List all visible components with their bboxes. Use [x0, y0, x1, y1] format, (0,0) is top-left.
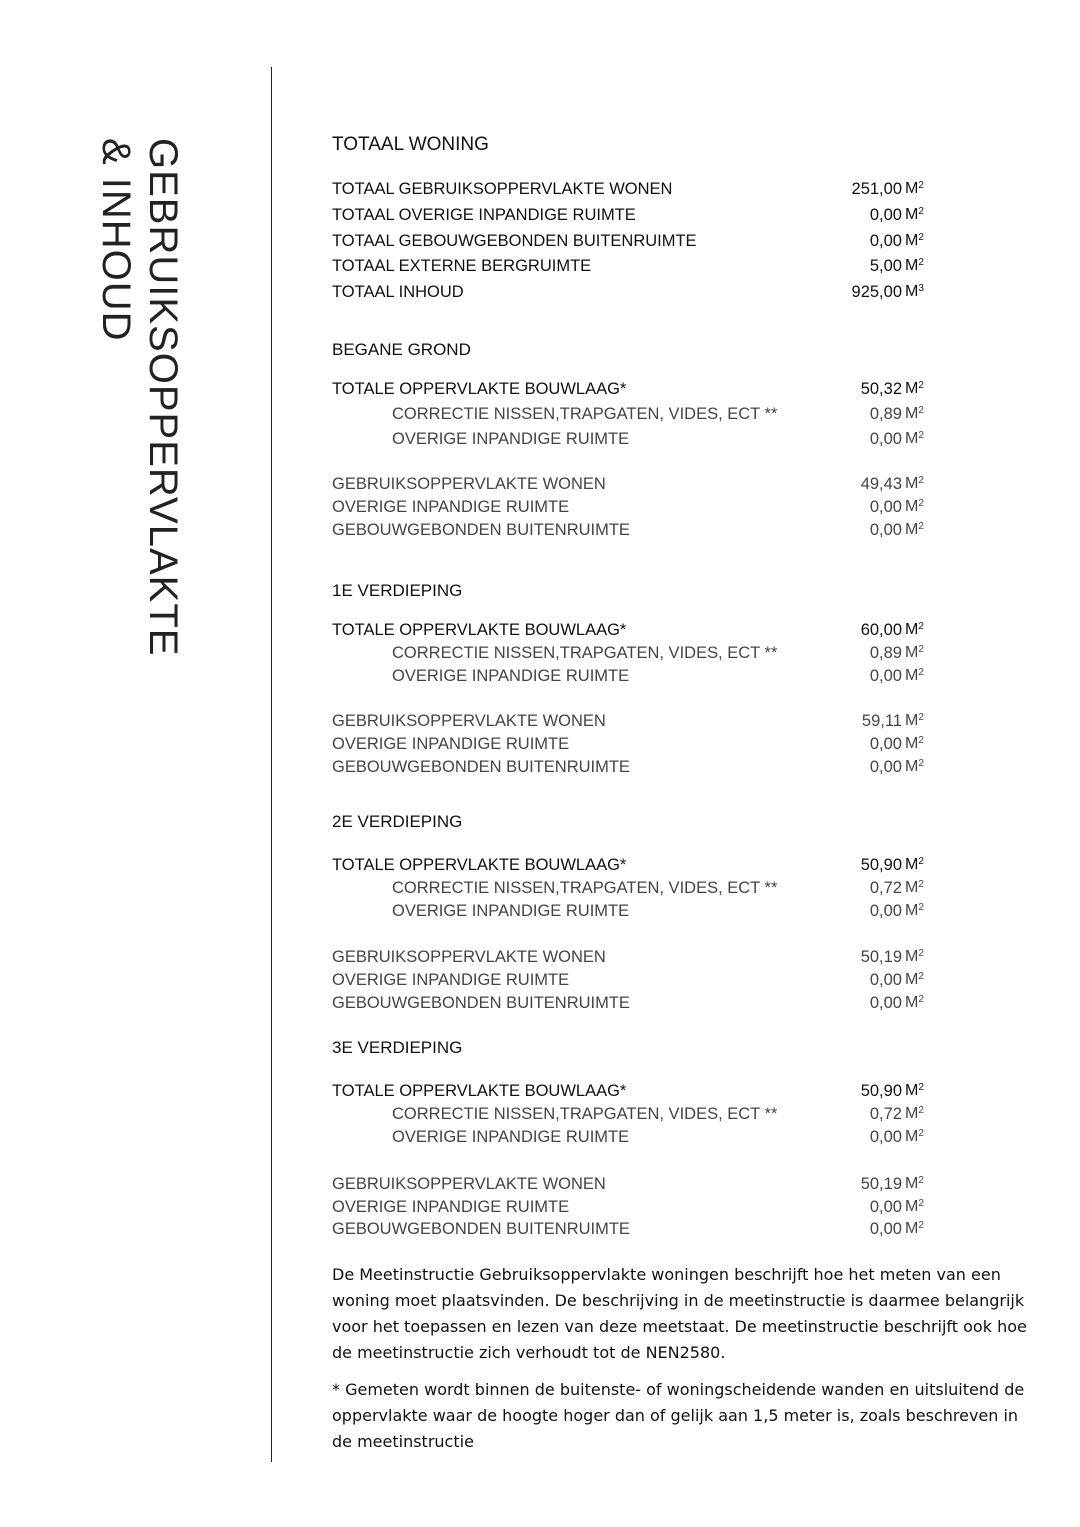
- floor-oir-row: [332, 498, 932, 522]
- row-value: 50,19: [860, 948, 902, 966]
- row-label: OVERIGE INPANDIGE RUIMTE: [392, 902, 630, 920]
- row-value: 50,90: [860, 1082, 902, 1100]
- row-value: 50,32: [860, 380, 902, 398]
- row-unit: $M^2$: [905, 206, 924, 223]
- row-unit: $M^2$: [905, 405, 924, 422]
- row-label: CORRECTIE NISSEN,TRAPGATEN, VIDES, ECT **: [392, 1105, 778, 1123]
- row-value: 0,00: [869, 1128, 902, 1146]
- floor-oir-row: [332, 735, 932, 759]
- row-unit: $M^2$: [905, 971, 924, 988]
- row-label: TOTAAL GEBOUWGEBONDEN BUITENRUIMTE: [332, 232, 697, 250]
- row-label: GEBOUWGEBONDEN BUITENRUIMTE: [332, 994, 630, 1012]
- row-value: 0,00: [869, 206, 902, 224]
- floor-overig-indent-row: [332, 902, 932, 926]
- floor-total-row: [332, 1082, 932, 1106]
- footnote-text: * Gemeten wordt binnen de buitenste- of woningscheidende wanden en uitsluitend de oppervlakte waar de hoogte hoger dan of gelijk aan 1,5 meter is, zoals beschreven in de meetinstructie: [332, 1380, 1025, 1451]
- floor-total-row: [332, 856, 932, 880]
- floor-heading: 1E VERDIEPING: [332, 581, 463, 600]
- row-label: TOTAAL EXTERNE BERGRUIMTE: [332, 257, 592, 275]
- totaal-row: [332, 206, 932, 230]
- floor-gbo-row: [332, 948, 932, 972]
- row-value: 0,00: [869, 521, 902, 539]
- row-value: 60,00: [860, 621, 902, 639]
- floor-correction-row: [332, 879, 932, 903]
- row-label: GEBRUIKSOPPERVLAKTE WONEN: [332, 948, 606, 966]
- row-label: OVERIGE INPANDIGE RUIMTE: [392, 430, 630, 448]
- floor-correction-row: [332, 1105, 932, 1129]
- row-value: 0,72: [869, 1105, 902, 1123]
- floor-overig-indent-row: [332, 1128, 932, 1152]
- totaal-row: [332, 232, 932, 256]
- row-label: GEBOUWGEBONDEN BUITENRUIMTE: [332, 521, 630, 539]
- side-title-line1: GEBRUIKSOPPERVLAKTE: [141, 138, 185, 657]
- row-unit: $M^2$: [905, 902, 924, 919]
- row-value: 50,19: [860, 1175, 902, 1193]
- totaal-row: [332, 180, 932, 204]
- row-value: 0,00: [869, 902, 902, 920]
- floor-gbb-row: [332, 758, 932, 782]
- row-value: 59,11: [861, 712, 902, 730]
- row-unit: $M^2$: [905, 1082, 924, 1099]
- row-label: GEBRUIKSOPPERVLAKTE WONEN: [332, 1175, 606, 1193]
- row-label: TOTAAL GEBRUIKSOPPERVLAKTE WONEN: [332, 180, 673, 198]
- row-unit: $M^2$: [905, 521, 924, 538]
- floor-gbo-row: [332, 1175, 932, 1199]
- floor-oir-row: [332, 971, 932, 995]
- row-label: OVERIGE INPANDIGE RUIMTE: [392, 1128, 630, 1146]
- row-unit: $M^2$: [905, 667, 924, 684]
- side-title: [92, 138, 186, 656]
- totaal-row: [332, 257, 932, 281]
- floor-correction-row: [332, 405, 932, 429]
- row-label: TOTAAL OVERIGE INPANDIGE RUIMTE: [332, 206, 636, 224]
- row-label: OVERIGE INPANDIGE RUIMTE: [332, 735, 570, 753]
- row-value: 0,00: [869, 1198, 902, 1216]
- side-title-line2: & INHOUD: [94, 138, 138, 342]
- row-unit: $M^2$: [905, 430, 924, 447]
- row-value: 0,72: [869, 879, 902, 897]
- row-value: 0,00: [869, 667, 902, 685]
- row-unit: $M^2$: [905, 380, 924, 397]
- row-value: 0,89: [869, 644, 902, 662]
- row-value: 0,00: [869, 758, 902, 776]
- row-unit: $M^2$: [905, 1128, 924, 1145]
- totaal-heading: TOTAAL WONING: [332, 134, 489, 155]
- row-value: 0,00: [869, 735, 902, 753]
- row-unit: $M^2$: [905, 1105, 924, 1122]
- row-unit: $M^2$: [905, 712, 924, 729]
- row-value: 0,00: [869, 971, 902, 989]
- row-label: GEBRUIKSOPPERVLAKTE WONEN: [332, 475, 606, 493]
- row-unit: $M^2$: [905, 879, 924, 896]
- floor-overig-indent-row: [332, 667, 932, 691]
- row-label: CORRECTIE NISSEN,TRAPGATEN, VIDES, ECT **: [392, 405, 778, 423]
- row-unit: $M^2$: [905, 856, 924, 873]
- row-label: CORRECTIE NISSEN,TRAPGATEN, VIDES, ECT **: [392, 644, 778, 662]
- row-value: 251,00: [851, 180, 902, 198]
- row-unit: $M^2$: [905, 948, 924, 965]
- floor-gbo-row: [332, 475, 932, 499]
- floor-total-row: [332, 380, 932, 404]
- row-unit: $M^2$: [905, 621, 924, 638]
- floor-heading: BEGANE GROND: [332, 340, 471, 359]
- row-value: 49,43: [860, 475, 902, 493]
- row-value: 0,00: [869, 498, 902, 516]
- row-unit: $M^2$: [905, 644, 924, 661]
- row-unit: $M^2$: [905, 232, 924, 249]
- row-label: GEBOUWGEBONDEN BUITENRUIMTE: [332, 1220, 630, 1238]
- floor-heading: 2E VERDIEPING: [332, 812, 463, 831]
- row-label: TOTALE OPPERVLAKTE BOUWLAAG*: [332, 1082, 627, 1100]
- row-unit: $M^2$: [905, 180, 924, 197]
- row-unit: $M^2$: [905, 475, 924, 492]
- floor-gbo-row: [332, 712, 932, 736]
- row-value: 0,00: [869, 1220, 902, 1238]
- row-value: 0,00: [869, 430, 902, 448]
- row-label: OVERIGE INPANDIGE RUIMTE: [332, 498, 570, 516]
- floor-correction-row: [332, 644, 932, 668]
- measurement-instruction-text: De Meetinstructie Gebruiksoppervlakte woningen beschrijft hoe het meten van een woning moet plaatsvinden. De beschrijving in de meetinstructie is daarmee belangrijk voor het toepassen en lezen van deze meetstaat. De meetinstructie beschrijft ook hoe de meetinstructie zich verhoudt tot de NEN2580.: [332, 1265, 1027, 1362]
- row-value: 0,89: [869, 405, 902, 423]
- row-unit: $M^2$: [905, 994, 924, 1011]
- row-value: 5,00: [869, 257, 902, 275]
- row-label: CORRECTIE NISSEN,TRAPGATEN, VIDES, ECT **: [392, 879, 778, 897]
- totaal-row: [332, 283, 932, 307]
- row-unit: $M^2$: [905, 735, 924, 752]
- floor-gbb-row: [332, 1220, 932, 1244]
- row-label: TOTALE OPPERVLAKTE BOUWLAAG*: [332, 621, 627, 639]
- row-unit: $M^2$: [905, 1175, 924, 1192]
- row-value: 50,90: [860, 856, 902, 874]
- vertical-divider: [271, 67, 272, 1462]
- row-label: TOTALE OPPERVLAKTE BOUWLAAG*: [332, 380, 627, 398]
- floor-overig-indent-row: [332, 430, 932, 454]
- row-value: 925,00: [851, 283, 902, 301]
- row-unit: $M^2$: [905, 498, 924, 515]
- floor-oir-row: [332, 1198, 932, 1222]
- floor-gbb-row: [332, 521, 932, 545]
- row-label: OVERIGE INPANDIGE RUIMTE: [332, 971, 570, 989]
- row-label: OVERIGE INPANDIGE RUIMTE: [392, 667, 630, 685]
- row-label: GEBRUIKSOPPERVLAKTE WONEN: [332, 712, 606, 730]
- row-label: TOTAAL INHOUD: [332, 283, 464, 301]
- floor-heading: 3E VERDIEPING: [332, 1038, 463, 1057]
- row-unit: $M^2$: [905, 758, 924, 775]
- row-label: OVERIGE INPANDIGE RUIMTE: [332, 1198, 570, 1216]
- row-unit: $M^2$: [905, 257, 924, 274]
- row-value: 0,00: [869, 994, 902, 1012]
- row-label: GEBOUWGEBONDEN BUITENRUIMTE: [332, 758, 630, 776]
- floor-gbb-row: [332, 994, 932, 1018]
- row-unit: $M^2$: [905, 1198, 924, 1215]
- row-unit: $M^2$: [905, 1220, 924, 1237]
- row-label: TOTALE OPPERVLAKTE BOUWLAAG*: [332, 856, 627, 874]
- floor-total-row: [332, 621, 932, 645]
- row-unit: $M^3$: [905, 283, 924, 300]
- row-value: 0,00: [869, 232, 902, 250]
